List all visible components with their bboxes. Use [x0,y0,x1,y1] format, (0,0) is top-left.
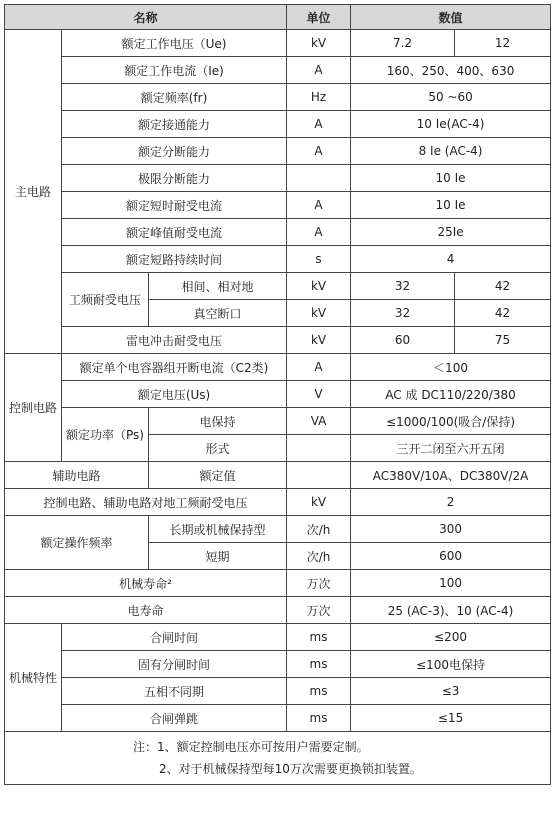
row-label: 额定分断能力 [62,138,287,165]
row-unit: A [287,219,351,246]
table-row [5,408,551,435]
table-row [5,57,551,84]
row-value: 600 [351,543,551,570]
row-label: 额定频率(fr) [62,84,287,111]
row-label: 额定接通能力 [62,111,287,138]
table-row [5,489,551,516]
row-value: 三开二闭至六开五闭 [351,435,551,462]
subgroup-power-freq: 工频耐受电压 [62,273,149,327]
table-row [5,246,551,273]
row-label: 额定短时耐受电流 [62,192,287,219]
row-value: 32 [351,273,455,300]
table-row [5,624,551,651]
table-row [5,381,551,408]
row-value: 42 [455,273,551,300]
table-row [5,516,551,543]
row-value: 10 Ie [351,165,551,192]
row-value: 10 Ie [351,192,551,219]
table-row [5,597,551,624]
spec-table [4,4,551,785]
row-label: 合闸时间 [62,624,287,651]
row-label: 辅助电路 [5,462,149,489]
table-row [5,219,551,246]
notes-cell [5,732,551,785]
row-label: 额定值 [149,462,287,489]
row-value: ≤200 [351,624,551,651]
row-label: 额定工作电压（Ue) [62,30,287,57]
group-mechanical: 机械特性 [5,624,62,732]
table-row [5,165,551,192]
row-label: 额定短路持续时间 [62,246,287,273]
group-main-circuit: 主电路 [5,30,62,354]
row-label: 固有分闸时间 [62,651,287,678]
row-unit: A [287,111,351,138]
row-unit: VA [287,408,351,435]
row-value: 60 [351,327,455,354]
row-value: 8 Ie (AC-4) [351,138,551,165]
row-label: 雷电冲击耐受电压 [62,327,287,354]
row-value: ≤100电保持 [351,651,551,678]
row-unit: 万次 [287,570,351,597]
row-unit: ms [287,624,351,651]
row-value: 32 [351,300,455,327]
note-line-2: 2、对于机械保持型每10万次需要更换锁扣装置。 [159,762,422,776]
row-unit: 次/h [287,516,351,543]
row-unit [287,435,351,462]
row-unit: s [287,246,351,273]
table-row [5,138,551,165]
header-unit: 单位 [287,5,351,30]
row-label: 合闸弹跳 [62,705,287,732]
row-unit: A [287,354,351,381]
row-unit: kV [287,489,351,516]
row-value: AC380V/10A、DC380V/2A [351,462,551,489]
row-label: 额定峰值耐受电流 [62,219,287,246]
row-value: 100 [351,570,551,597]
row-value: 7.2 [351,30,455,57]
row-label: 极限分断能力 [62,165,287,192]
notes-row [5,732,551,785]
row-label: 形式 [149,435,287,462]
row-value: ≤15 [351,705,551,732]
row-label: 长期或机械保持型 [149,516,287,543]
row-unit: A [287,192,351,219]
row-label: 额定单个电容器组开断电流（C2类) [62,354,287,381]
table-row [5,30,551,57]
row-label: 额定工作电流（Ie) [62,57,287,84]
row-unit: Hz [287,84,351,111]
row-value: ≤3 [351,678,551,705]
table-row [5,570,551,597]
row-unit [287,165,351,192]
row-value: 75 [455,327,551,354]
row-label: 电寿命 [5,597,287,624]
header-row [5,5,551,30]
table-row [5,192,551,219]
row-unit: kV [287,273,351,300]
row-label: 五相不同期 [62,678,287,705]
row-unit: V [287,381,351,408]
row-label: 额定电压(Us) [62,381,287,408]
table-row [5,354,551,381]
row-unit: ms [287,651,351,678]
table-row [5,678,551,705]
row-label: 电保持 [149,408,287,435]
row-unit: ms [287,678,351,705]
row-unit: kV [287,30,351,57]
row-unit: ms [287,705,351,732]
row-unit: 万次 [287,597,351,624]
row-unit: kV [287,327,351,354]
row-unit [287,462,351,489]
table-row [5,84,551,111]
table-row [5,651,551,678]
row-value: 300 [351,516,551,543]
row-value: 160、250、400、630 [351,57,551,84]
row-value: 42 [455,300,551,327]
row-value: 2 [351,489,551,516]
table-row [5,462,551,489]
subgroup-op-freq: 额定操作频率 [5,516,149,570]
group-control-circuit: 控制电路 [5,354,62,462]
row-unit: 次/h [287,543,351,570]
row-label: 机械寿命² [5,570,287,597]
row-value: 50 ~60 [351,84,551,111]
row-value: 12 [455,30,551,57]
table-row [5,111,551,138]
row-unit: kV [287,300,351,327]
row-unit: A [287,138,351,165]
row-label: 相间、相对地 [149,273,287,300]
row-label: 短期 [149,543,287,570]
table-row [5,273,551,300]
note-line-1: 注：1、额定控制电压亦可按用户需要定制。 [133,740,369,754]
row-value: 4 [351,246,551,273]
row-value: 25Ie [351,219,551,246]
table-row [5,327,551,354]
row-unit: A [287,57,351,84]
header-name: 名称 [5,5,287,30]
row-value: 10 Ie(AC-4) [351,111,551,138]
row-label: 真空断口 [149,300,287,327]
row-value: 25 (AC-3)、10 (AC-4) [351,597,551,624]
subgroup-power: 额定功率（Ps) [62,408,149,462]
row-value: ＜100 [351,354,551,381]
table-row [5,705,551,732]
header-value: 数值 [351,5,551,30]
row-value: ≤1000/100(吸合/保持) [351,408,551,435]
row-value: AC 成 DC110/220/380 [351,381,551,408]
row-label: 控制电路、辅助电路对地工频耐受电压 [5,489,287,516]
